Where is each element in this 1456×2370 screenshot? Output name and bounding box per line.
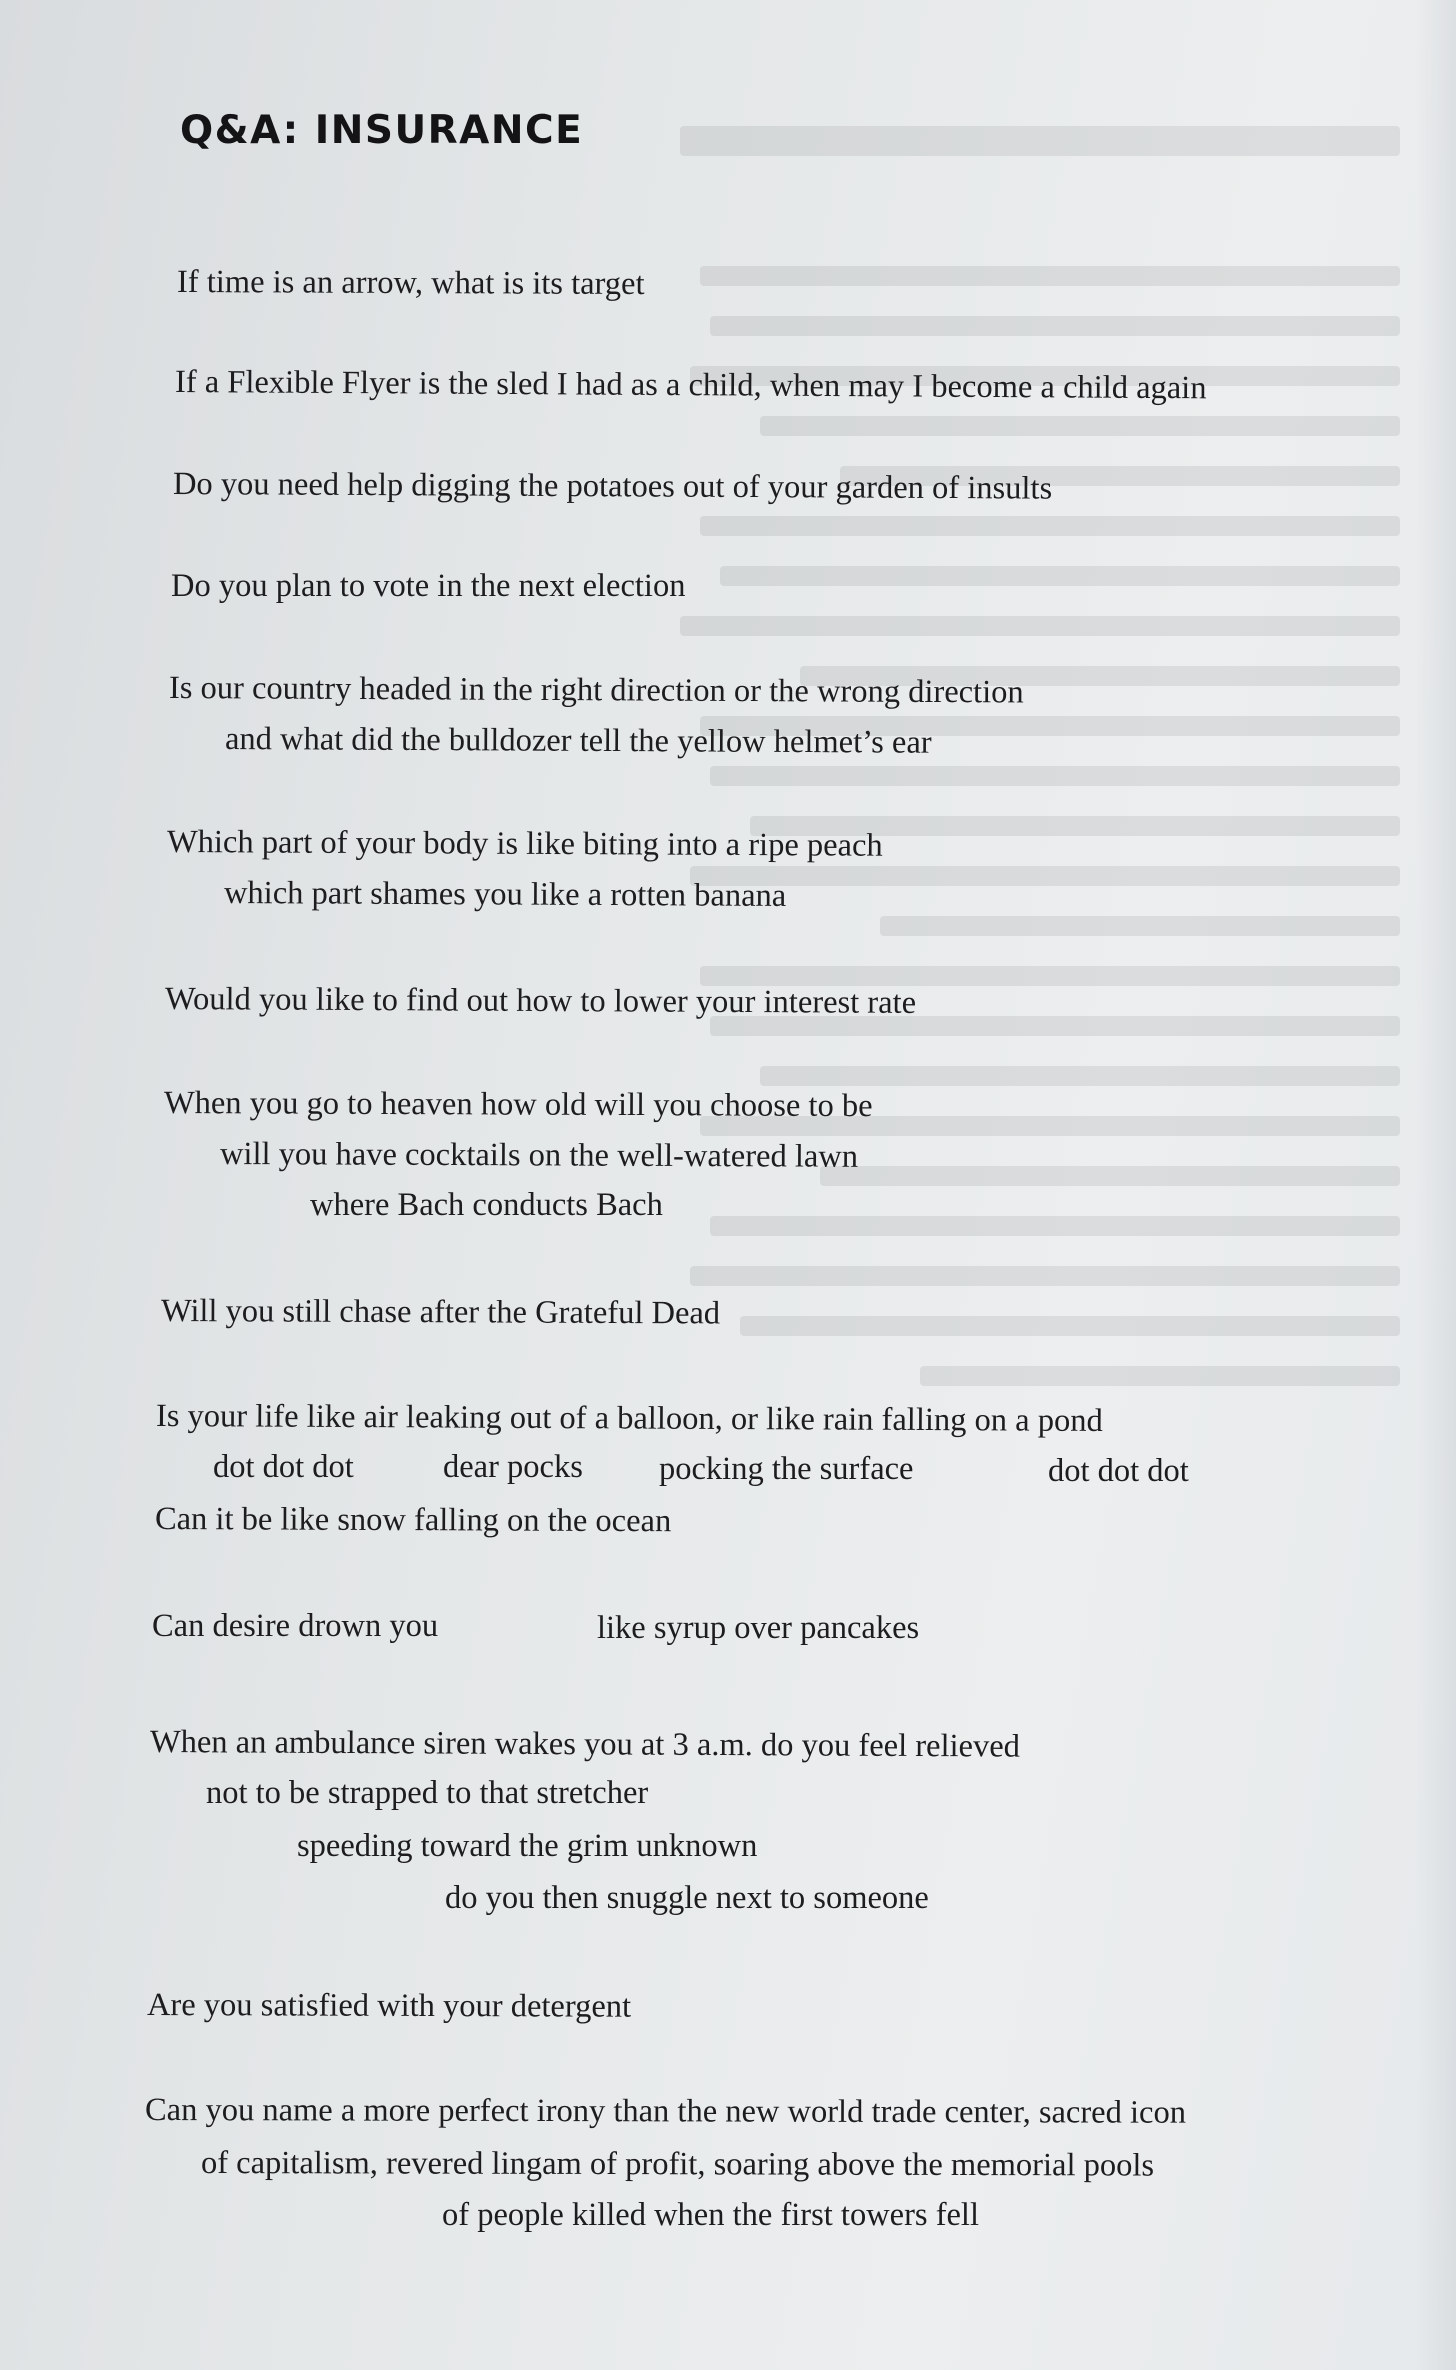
poem-line: of capitalism, revered lingam of profit, soaring above the memorial pools: [200, 2145, 1155, 2184]
poem-fragment: like syrup over pancakes: [597, 1610, 920, 1646]
poem-line: not to be strapped to that stretcher: [206, 1775, 649, 1811]
poem-line: Can it be like snow falling on the ocean: [154, 1501, 672, 1540]
poem-line: When an ambulance siren wakes you at 3 a.m. do you feel relieved: [149, 1724, 1021, 1765]
poem-line: speeding toward the grim unknown: [297, 1828, 758, 1864]
poem-line: Do you plan to vote in the next election: [171, 568, 686, 604]
poem-fragment: dot dot dot: [1048, 1453, 1189, 1489]
poem-line: of people killed when the first towers fell: [442, 2197, 979, 2233]
poem-line: will you have cocktails on the well-watered lawn: [219, 1136, 859, 1175]
poem-line: Do you need help digging the potatoes out of your garden of insults: [172, 466, 1053, 507]
poem-line: Will you still chase after the Grateful Dead: [160, 1293, 721, 1332]
poem-line: which part shames you like a rotten banana: [223, 875, 787, 914]
poem-line: Would you like to find out how to lower your interest rate: [164, 981, 917, 1021]
poem-fragment: dear pocks: [443, 1449, 583, 1485]
bleed-through-text: [640, 110, 1400, 1416]
poem-line: where Bach conducts Bach: [310, 1187, 663, 1223]
poem-line: Is your life like air leaking out of a balloon, or like rain falling on a pond: [155, 1398, 1103, 1439]
poem-line: and what did the bulldozer tell the yellow helmet’s ear: [224, 721, 932, 761]
page-edge-shadow: [1416, 0, 1456, 2370]
poem-line: Can you name a more perfect irony than the new world trade center, sacred icon: [144, 2092, 1187, 2131]
poem-line: If time is an arrow, what is its target: [176, 263, 645, 303]
poem-line: Are you satisfied with your detergent: [146, 1987, 632, 2025]
poem-line: If a Flexible Flyer is the sled I had as a child, when may I become a child again: [174, 364, 1207, 407]
poem-line: Is our country headed in the right direction or the wrong direction: [168, 670, 1024, 711]
poem-title: Q&A: INSURANCE: [180, 108, 584, 153]
poem-line: Which part of your body is like biting into a ripe peach: [166, 824, 883, 864]
poem-fragment: Can desire drown you: [152, 1608, 439, 1644]
poem-line: do you then snuggle next to someone: [445, 1880, 929, 1916]
poem-line: [210, 1447, 1250, 1487]
poem-line: [152, 1606, 1052, 1646]
poem-fragment: pocking the surface: [659, 1451, 914, 1487]
poem-line: When you go to heaven how old will you choose to be: [163, 1085, 873, 1125]
poem-fragment: dot dot dot: [213, 1449, 354, 1485]
